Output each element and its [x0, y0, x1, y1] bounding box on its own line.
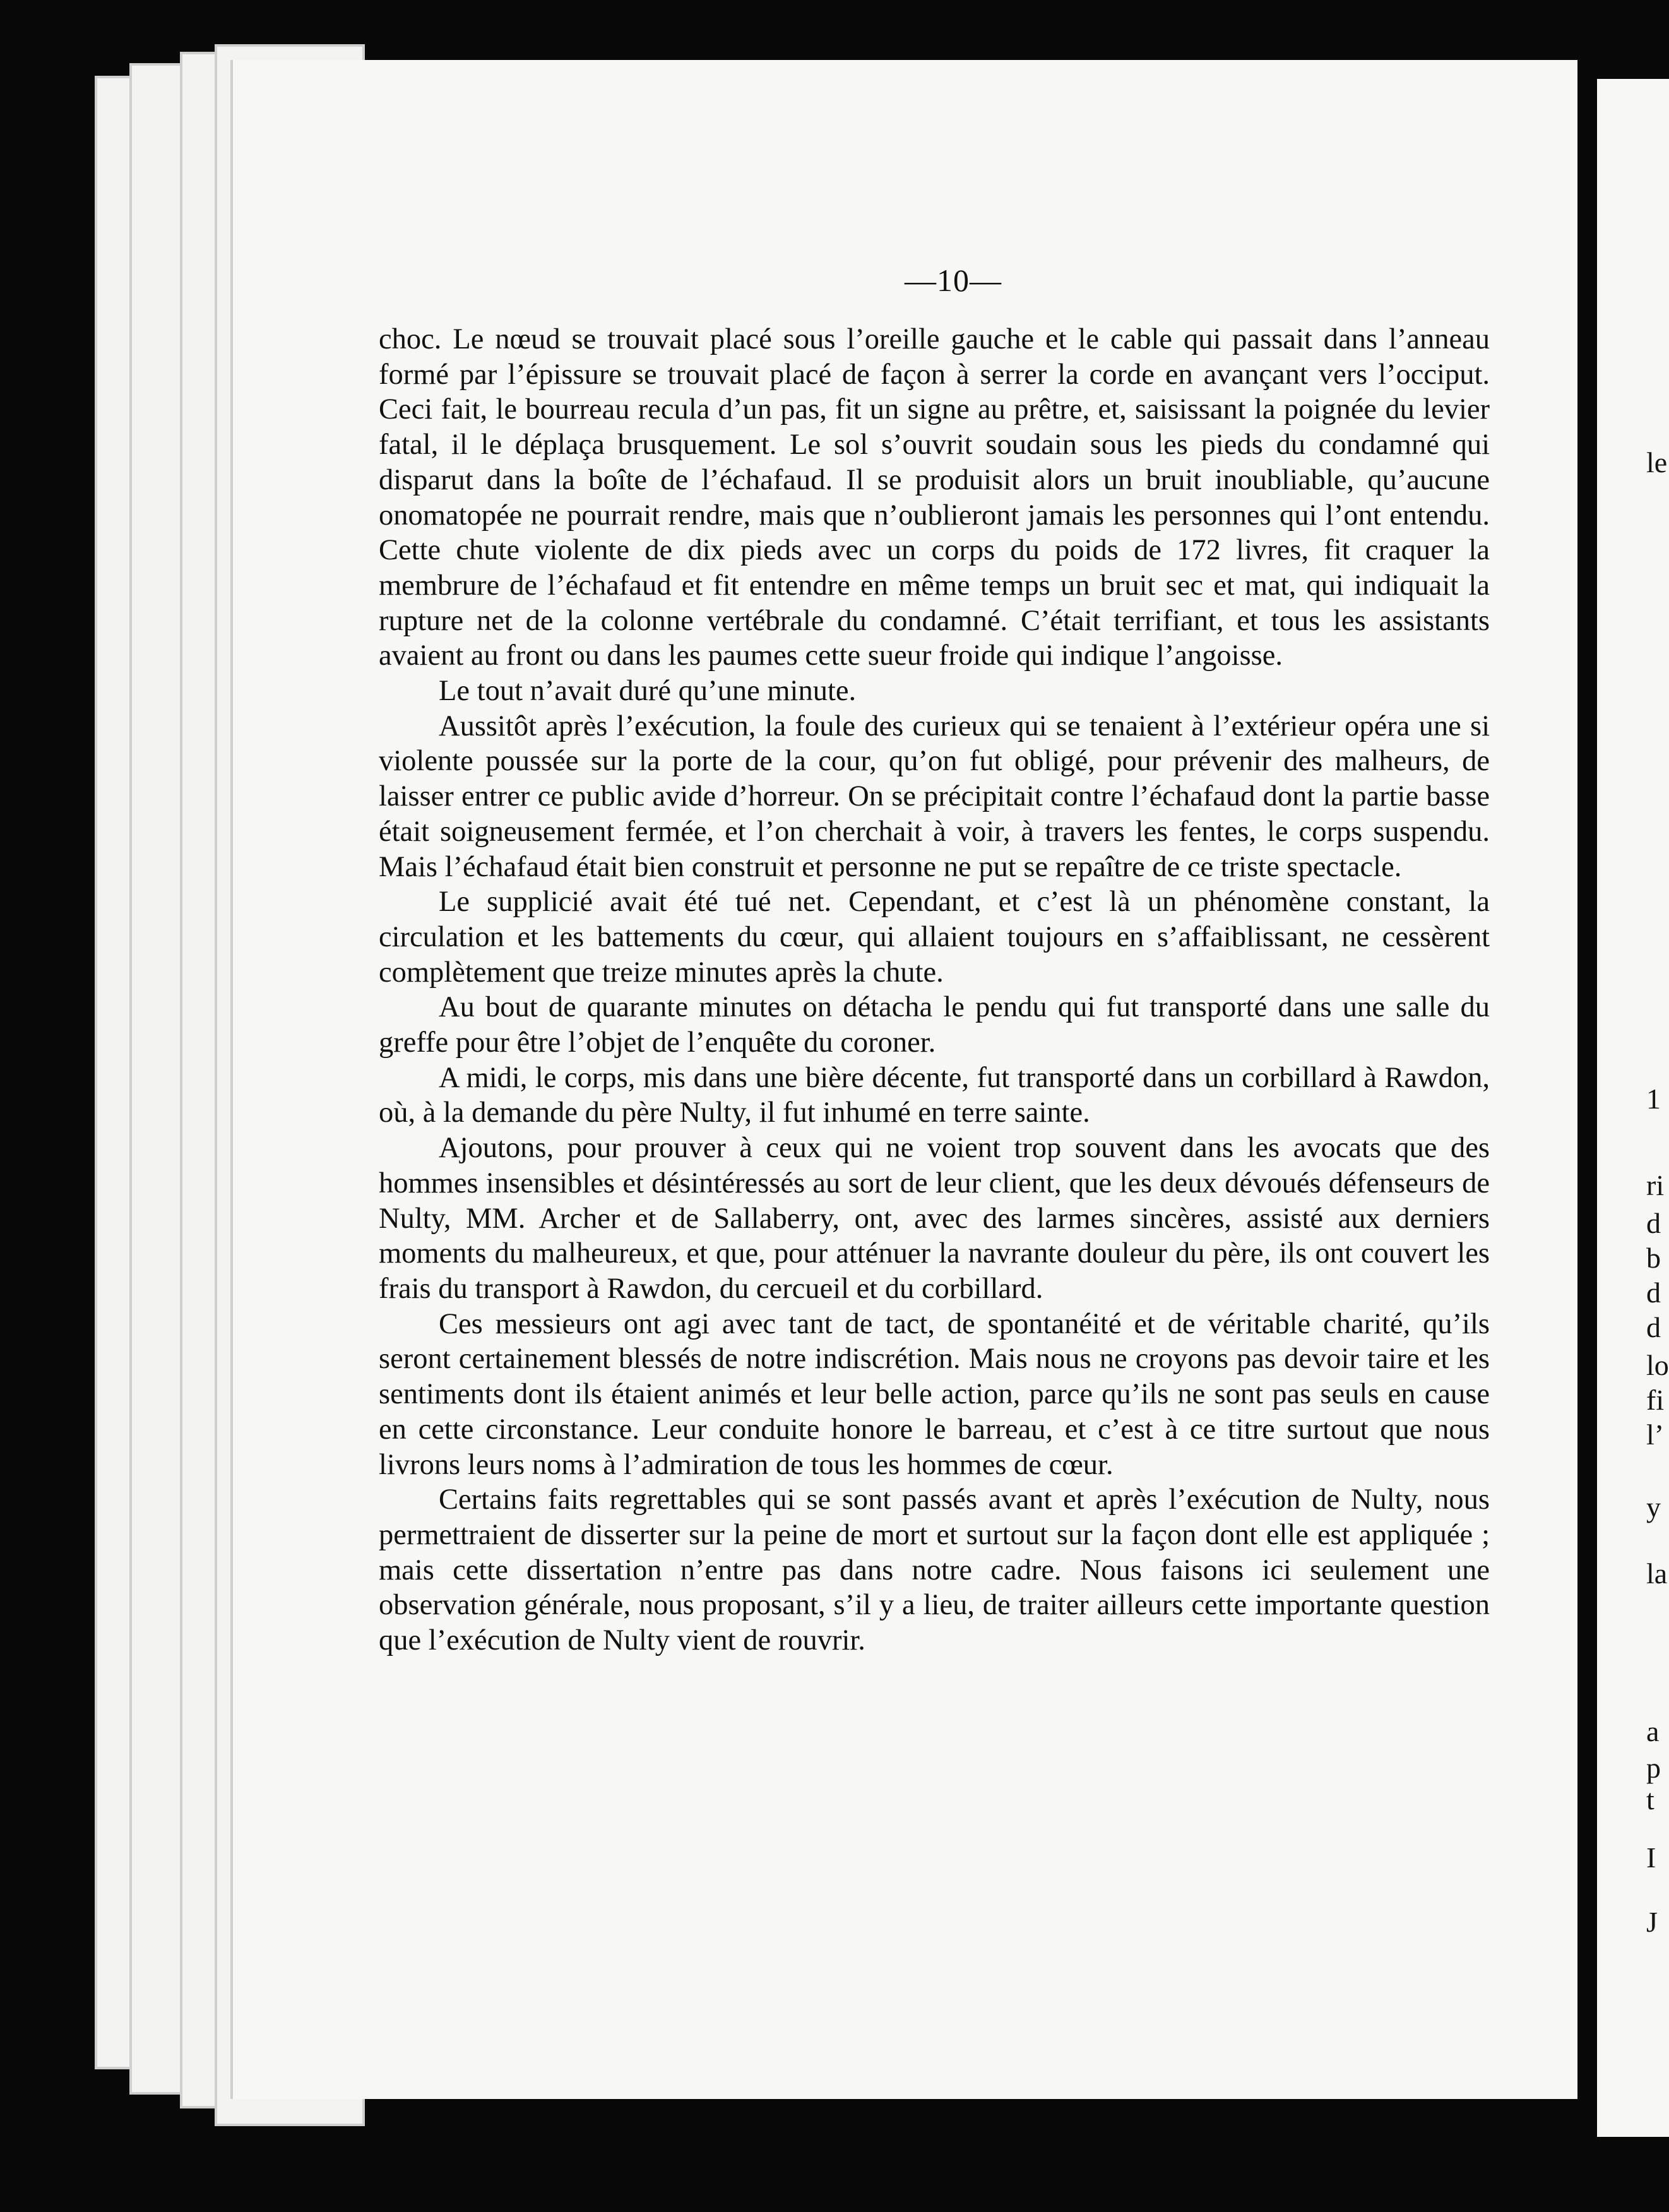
facing-page-fragment: I	[1646, 1841, 1656, 1874]
paragraph: choc. Le nœud se trouvait placé sous l’oreille gauche et le cable qui passait dans l’anneau formé par l’épissure se trouvait placé de façon à serrer la corde en avançant vers l’occiput. Ceci fait, le bourreau recula d’un pas, fit un signe au prêtre, et, saisissant la poignée du levier fatal, il le déplaça brusquement. Le sol s’ouvrit soudain sous les pieds du condamné qui disparut dans la boîte de l’échafaud. Il se produisit alors un bruit inoubliable, qu’aucune onomatopée ne pourrait rendre, mais que n’oublieront jamais les personnes qui l’ont entendu. Cette chute violente de dix pieds avec un corps du poids de 172 livres, fit craquer la membrure de l’échafaud et fit entendre en même temps un bruit sec et mat, qui indiquait la rupture net de la colonne vertébrale du condamné. C’était terrifiant, et tous les assistants avaient au front ou dans les paumes cette sueur froide qui indique l’angoisse.	[379, 323, 1490, 672]
facing-page-fragment: J	[1646, 1906, 1658, 1938]
paragraph: Le tout n’avait duré qu’une minute.	[439, 675, 857, 708]
facing-page-fragment: d	[1646, 1311, 1661, 1343]
paragraph: A midi, le corps, mis dans une bière décente, fut transporté dans un corbillard à Rawdon, où, à la demande du père Nulty, il fut inhumé en terre sainte.	[379, 1061, 1490, 1129]
paragraph: Certains faits regrettables qui se sont passés avant et après l’exécution de Nulty, nous permettraient de disserter sur la peine de mort et surtout sur la façon dont elle est appliquée ; mais cette dissertation n’entre pas dans notre cadre. Nous faisons ici seulement une observation générale, nous proposant, s’il y a lieu, de traiter ailleurs cette importante question que l’exécution de Nulty vient de rouvrir.	[379, 1484, 1490, 1657]
paragraph: Le supplicié avait été tué net. Cependant, et c’est là un phénomène constant, la circulation et les battements du cœur, qui allaient toujours en s’affaiblissant, ne cessèrent complètement que treize minutes après la chute.	[379, 886, 1490, 989]
facing-page-fragment: b	[1646, 1242, 1661, 1274]
facing-page-fragment: t	[1646, 1783, 1654, 1816]
facing-page-fragment: le	[1646, 446, 1668, 479]
facing-page-fragment: 1	[1646, 1083, 1661, 1115]
paragraph: Aussitôt après l’exécution, la foule des curieux qui se tenaient à l’extérieur opéra une si violente poussée sur la porte de la cour, qu’on fut obligé, pour prévenir des malheurs, de laisser entrer ce public avide d’horreur. On se précipitait contre l’échafaud dont la partie basse était soigneusement fermée, et l’on cherchait à voir, à travers les fentes, le corps suspendu. Mais l’échafaud était bien construit et personne ne put se repaître de ce triste spectacle.	[379, 710, 1490, 883]
facing-page-fragment: fi	[1646, 1384, 1665, 1416]
paragraph: Ajoutons, pour prouver à ceux qui ne voient trop souvent dans les avocats que des hommes insensibles et désintéressés au sort de leur client, que les deux dévoués défenseurs de Nulty, MM. Archer et de Sallaberry, ont, avec des larmes sincères, assisté aux derniers moments du malheureux, et que, pour atténuer la navrante douleur du père, ils ont couvert les frais du transport à Rawdon, du cercueil et du corbillard.	[379, 1132, 1490, 1305]
facing-page-fragment: a	[1646, 1715, 1660, 1747]
facing-page-fragment: la	[1646, 1557, 1668, 1590]
facing-page-fragment: d	[1646, 1276, 1661, 1309]
facing-page-fragment: y	[1646, 1491, 1661, 1523]
page-number: —10—	[905, 263, 1002, 298]
facing-page-fragment: l’	[1646, 1418, 1665, 1451]
paragraph: Ces messieurs ont agi avec tant de tact, de spontanéité et de véritable charité, qu’ils seront certainement blessés de notre indiscrétion. Mais nous ne croyons pas devoir taire et les sentiments dont ils étaient animés et leur belle action, parce qu’ils ne sont pas seuls en cause en cette circonstance. Leur conduite honore le barreau, et c’est à ce titre surtout que nous livrons leurs noms à l’admiration de tous les hommes de cœur.	[379, 1307, 1490, 1481]
paragraph: Au bout de quarante minutes on détacha le pendu qui fut transporté dans une salle du greffe pour être l’objet de l’enquête du coroner.	[379, 991, 1490, 1059]
body-text	[379, 322, 1490, 1658]
facing-page-fragment: lo	[1646, 1349, 1669, 1381]
facing-page-fragment: p	[1646, 1752, 1661, 1784]
facing-page-fragment: d	[1646, 1207, 1661, 1239]
facing-page-fragment: ri	[1646, 1169, 1665, 1201]
